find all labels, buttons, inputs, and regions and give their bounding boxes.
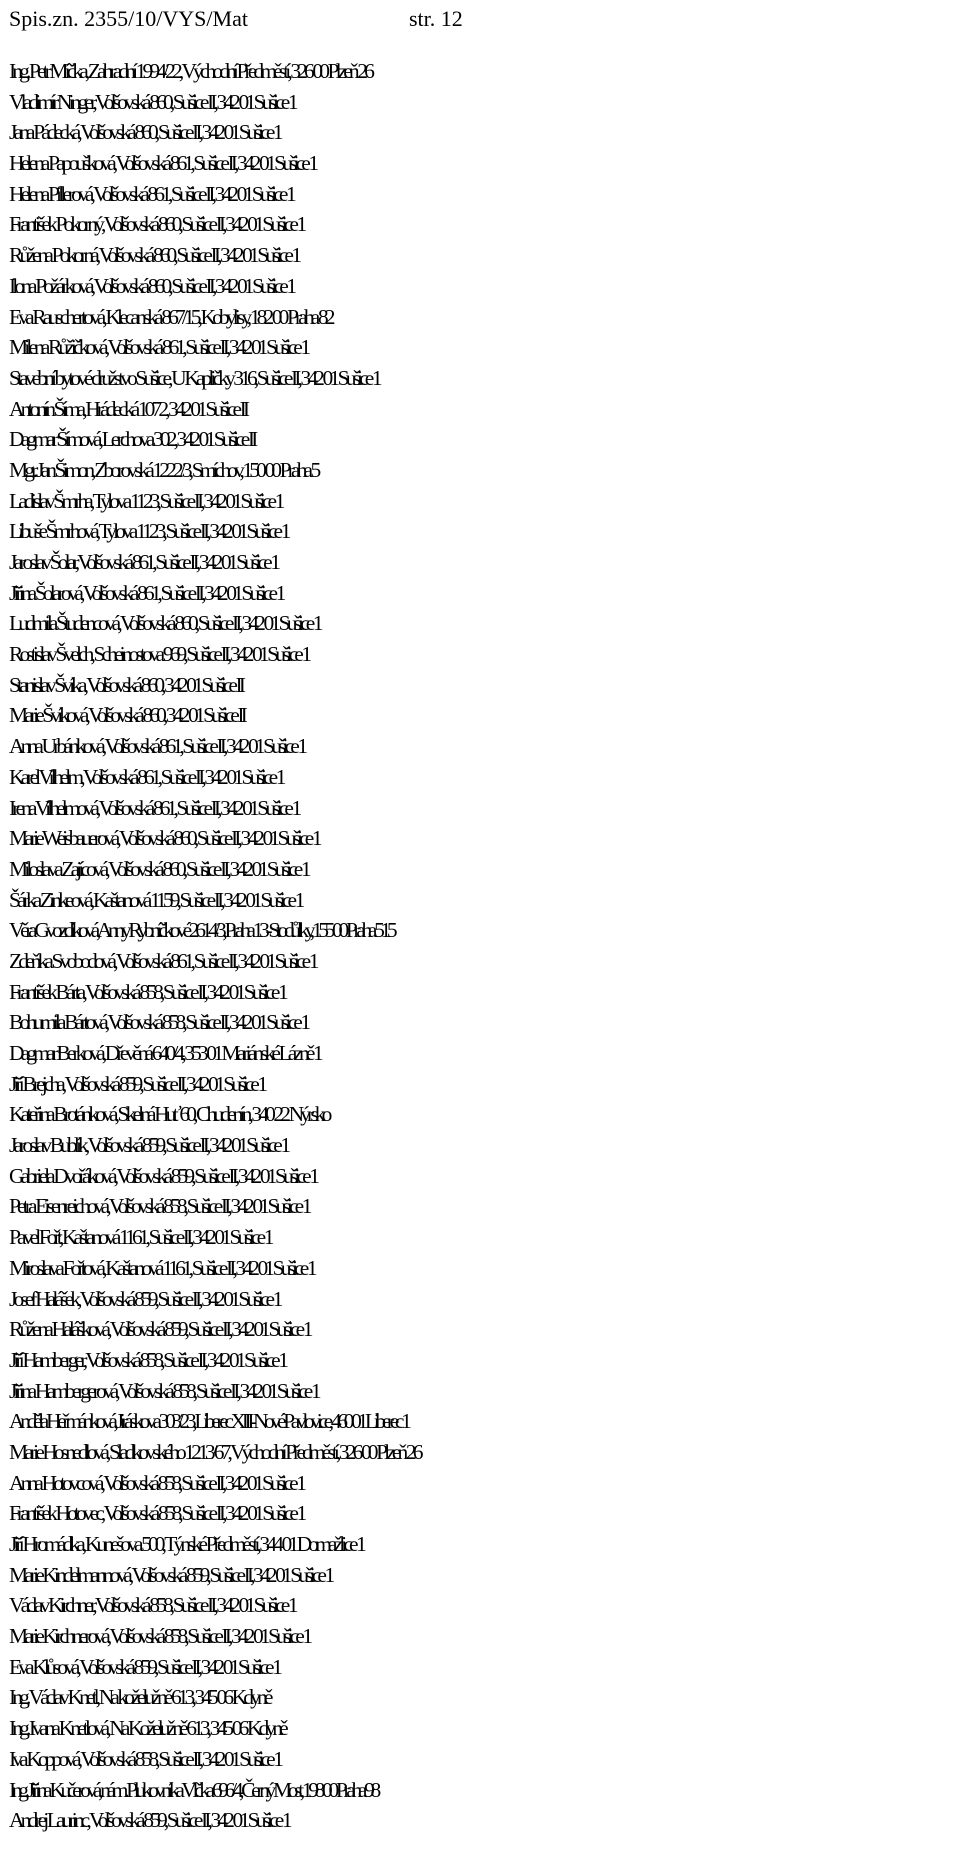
- address-line: Andrej Laurinc, Volšovská 859, Sušice II, 342 01 Sušice 1: [9, 1808, 289, 1833]
- address-line: Jiřina Šolarová, Volšovská 861, Sušice II, 342 01 Sušice 1: [9, 580, 283, 605]
- address-line: Jiří Brejcha, Volšovská 859, Sušice II, 342 01 Sušice 1: [9, 1071, 265, 1096]
- address-line: Helena Papoušková, Volšovská 861, Sušice II, 342 01 Sušice 1: [9, 151, 316, 176]
- address-line: Anděla Heřmánková, Jiráskova 303/23, Liberec XIII-Nové Pavlovice, 460 01 Liberec 1: [9, 1409, 408, 1434]
- address-line: Ludmila Študencová, Volšovská 860, Sušice II, 342 01 Sušice 1: [9, 611, 320, 636]
- file-reference: Spis.zn. 2355/10/VYS/Mat: [9, 6, 248, 31]
- address-line: Jiří Hromádka, Kunešova 500, Týnské Předměstí, 344 01 Domažlice 1: [9, 1532, 363, 1556]
- address-line: Stavební bytové družstvo Sušice, U Kapličky 316, Sušice II, 342 01 Sušice 1: [9, 365, 379, 390]
- address-line: František Bárta, Volšovská 858, Sušice II, 342 01 Sušice 1: [9, 979, 285, 1004]
- address-line: Marie Weisbauerová, Volšovská 860, Sušice II, 342 01 Sušice 1: [9, 826, 319, 851]
- page-header: [9, 2, 959, 36]
- address-line: Helena Pillerová, Volšovská 861, Sušice II, 342 01 Sušice 1: [9, 181, 293, 206]
- address-line: Milena Růžičková, Volšovská 861, Sušice II, 342 01 Sušice 1: [9, 335, 308, 360]
- address-line: Eva Klůsová, Volšovská 859, Sušice II, 342 01 Sušice 1: [9, 1654, 279, 1679]
- address-line: Jana Pádecká, Volšovská 860, Sušice II, 342 01 Sušice 1: [9, 120, 280, 145]
- address-line: Ilona Požárková, Volšovská 860, Sušice II, 342 01 Sušice 1: [9, 273, 294, 298]
- address-line: Ing. Ivana Knetlová, Na Koželužně 613, 345 06 Kdyně: [9, 1716, 285, 1741]
- address-line: Růžena Pokorná, Volšovská 860, Sušice II, 342 01 Sušice 1: [9, 243, 299, 268]
- address-line: Stanislav Švíka, Volšovská 860, 342 01 Sušice II: [9, 672, 243, 697]
- page-number: str. 12: [409, 6, 463, 31]
- address-list: [9, 56, 959, 1836]
- address-line: Jiří Hamberger, Volšovská 858, Sušice II, 342 01 Sušice 1: [9, 1347, 286, 1372]
- address-line: Miloslava Zajícová, Volšovská 860, Sušice II, 342 01 Sušice 1: [9, 856, 308, 881]
- address-line: Anna Urbánková, Volšovská 861, Sušice II, 342 01 Sušice 1: [9, 734, 305, 759]
- address-line: Václav Kirchner, Volšovská 858, Sušice II, 342 01 Sušice 1: [9, 1593, 295, 1618]
- address-line: František Hotovec, Volšovská 858, Sušice II, 342 01 Sušice 1: [9, 1501, 304, 1526]
- address-line: Marie Kindelmannová, Volšovská 859, Sušice II, 342 01 Sušice 1: [9, 1562, 332, 1587]
- address-line: Josef Halášek, Volšovská 859, Sušice II, 342 01 Sušice 1: [9, 1286, 280, 1311]
- address-line: Antonín Šíma, Hrádecká 1072, 342 01 Sušice II: [9, 396, 247, 421]
- address-line: Ladislav Šmrha, Tylova 1123, Sušice II, 342 01 Sušice 1: [9, 488, 282, 513]
- address-line: Jiřina Hambergerová, Volšovská 858, Sušice II, 342 01 Sušice 1: [9, 1378, 318, 1403]
- address-line: Pavel Fořt, Kaštanová 1161, Sušice II, 342 01 Sušice 1: [9, 1225, 271, 1250]
- address-line: Gabriela Dvořáková, Volšovská 859, Sušice II, 342 01 Sušice 1: [9, 1163, 317, 1188]
- address-line: Ing. Václav Knetl, Na koželužně 613, 345 06 Kdyně: [9, 1685, 270, 1710]
- address-line: Věra Gvozdíková, Anny Rybníčkové 2614/3, Praha 13-Stodůlky, 155 00 Praha 515: [9, 918, 394, 943]
- address-line: Eva Rauschertová, Klecanská 867/15, Kobylisy, 182 00 Praha 82: [9, 304, 332, 329]
- address-line: Irena Vilhelmová, Volšovská 861, Sušice II, 342 01 Sušice 1: [9, 795, 299, 820]
- address-line: Kateřina Brotánková, Skelná Huť 60, Chudenín, 340 22 Nýrsko: [9, 1102, 329, 1127]
- address-line: Miroslava Fořtová, Kaštanová 1161, Sušice II, 342 01 Sušice 1: [9, 1255, 314, 1280]
- address-line: Jaroslav Bublík, Volšovská 859, Sušice II, 342 01 Sušice 1: [9, 1133, 288, 1158]
- address-line: Marie Hosnedlová, Sladkovského 1213/67, Východní Předměstí, 326 00 Plzeň 26: [9, 1439, 420, 1464]
- address-line: Růžena Halášková, Volšovská 859, Sušice II, 342 01 Sušice 1: [9, 1317, 310, 1342]
- address-line: Dagmar Berková, Dřevěná 640/4, 353 01 Mariánské Lázně 1: [9, 1041, 320, 1065]
- address-line: Rostislav Švelch, Scheinostova 969, Sušice II, 342 01 Sušice 1: [9, 642, 309, 667]
- address-line: Marie Kirchnerová, Volšovská 858, Sušice II, 342 01 Sušice 1: [9, 1624, 310, 1649]
- address-line: Šárka Zinkeová, Kaštanová 1159, Sušice II, 342 01 Sušice 1: [9, 887, 302, 912]
- address-line: Petra Eisenreichová, Volšovská 858, Sušice II, 342 01 Sušice 1: [9, 1194, 309, 1219]
- address-line: Zdeňka Svobodová, Volšovská 861, Sušice II, 342 01 Sušice 1: [9, 948, 316, 973]
- address-line: Anna Hotovcová, Volšovská 858, Sušice II, 342 01 Sušice 1: [9, 1470, 304, 1495]
- address-line: Ing. Petr Míčka, Zahradní 1994/22, Východní Předměstí, 326 00 Plzeň 26: [9, 59, 371, 83]
- address-line: Libuše Šmrhová, Tylova 1123, Sušice II, 342 01 Sušice 1: [9, 519, 288, 544]
- address-line: Bohumila Bártová, Volšovská 858, Sušice II, 342 01 Sušice 1: [9, 1010, 308, 1035]
- address-line: Dagmar Šímová, Lerchova 302, 342 01 Sušice II: [9, 427, 255, 452]
- address-line: Jaroslav Šolar, Volšovská 861, Sušice II, 342 01 Sušice 1: [9, 550, 278, 574]
- address-line: František Pokorný, Volšovská 860, Sušice II, 342 01 Sušice 1: [9, 212, 304, 237]
- address-line: Karel Vilhelm, Volšovská 861, Sušice II, 342 01 Sušice 1: [9, 764, 283, 789]
- address-line: Iva Koppová, Volšovská 858, Sušice II, 342 01 Sušice 1: [9, 1746, 281, 1771]
- address-line: Vladimír Ninger, Volšovská 860, Sušice II, 342 01 Sušice 1: [9, 89, 295, 114]
- address-line: Ing. Jiřina Kučerová, nám. Plukovníka Vlčka 696/4, Černý Most, 198 00 Praha 98: [9, 1777, 377, 1802]
- address-line: Marie Švíková, Volšovská 860, 342 01 Sušice II: [9, 703, 244, 728]
- address-line: Mgr. Jan Šimon, Zborovská 1222/3, Smíchov, 150 00 Praha 5: [9, 457, 318, 482]
